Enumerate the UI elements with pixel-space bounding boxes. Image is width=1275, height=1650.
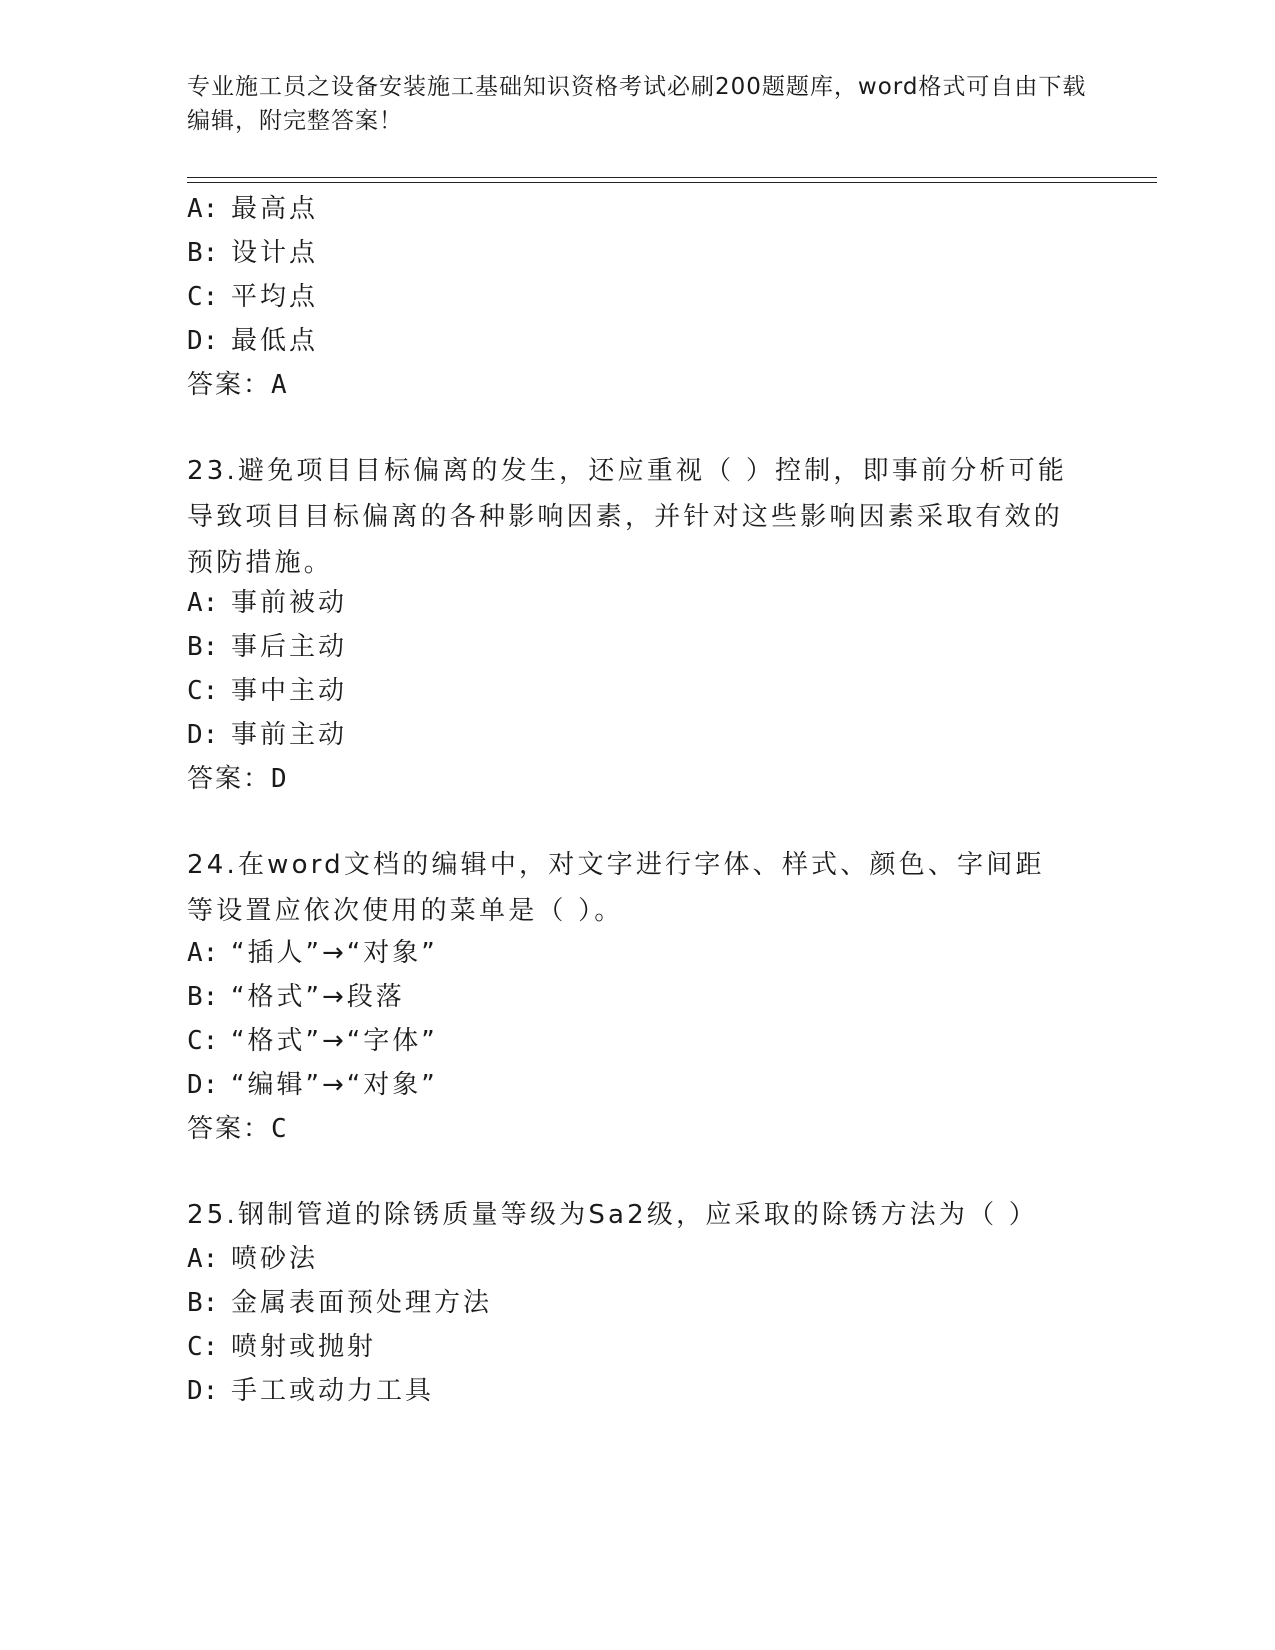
- q24-option-a: A: “插人”→“对象”: [187, 938, 438, 968]
- header-rule-top: [187, 177, 1157, 178]
- q23-option-a: A: 事前被动: [187, 588, 348, 618]
- q25-option-a: A: 喷砂法: [187, 1244, 319, 1274]
- q23-answer: 答案：D: [187, 764, 289, 794]
- q25-option-b: B: 金属表面预处理方法: [187, 1288, 493, 1318]
- document-header: 专业施工员之设备安装施工基础知识资格考试必刷200题题库，word格式可自由下载编辑，附完整答案！: [187, 74, 1087, 134]
- q22-answer: 答案：A: [187, 370, 289, 400]
- q24-option-b: B: “格式”→段落: [187, 982, 405, 1012]
- q23-option-d: D: 事前主动: [187, 720, 348, 750]
- q25-option-c: C: 喷射或抛射: [187, 1332, 377, 1362]
- q22-option-d: D: 最低点: [187, 326, 319, 356]
- q22-option-b: B: 设计点: [187, 238, 319, 268]
- q23-option-b: B: 事后主动: [187, 632, 348, 662]
- q23-option-c: C: 事中主动: [187, 676, 348, 706]
- q22-option-a: A: 最高点: [187, 194, 319, 224]
- header-rule-bottom: [187, 182, 1157, 183]
- q24-option-d: D: “编辑”→“对象”: [187, 1070, 438, 1100]
- q24-option-c: C: “格式”→“字体”: [187, 1026, 438, 1056]
- q24-answer: 答案：C: [187, 1114, 289, 1144]
- q23-question-text: 23.避免项目目标偏离的发生，还应重视（ ）控制，即事前分析可能导致项目目标偏离的各种影响因素，并针对这些影响因素采取有效的预防措施。: [187, 456, 1068, 578]
- q22-option-c: C: 平均点: [187, 282, 319, 312]
- q25-question-text: 25.钢制管道的除锈质量等级为Sa2级，应采取的除锈方法为（ ）: [187, 1200, 1038, 1230]
- q25-option-d: D: 手工或动力工具: [187, 1376, 435, 1406]
- q24-question-text: 24.在word文档的编辑中，对文字进行字体、样式、颜色、字间距等设置应依次使用的菜单是（ ）。: [187, 850, 1045, 926]
